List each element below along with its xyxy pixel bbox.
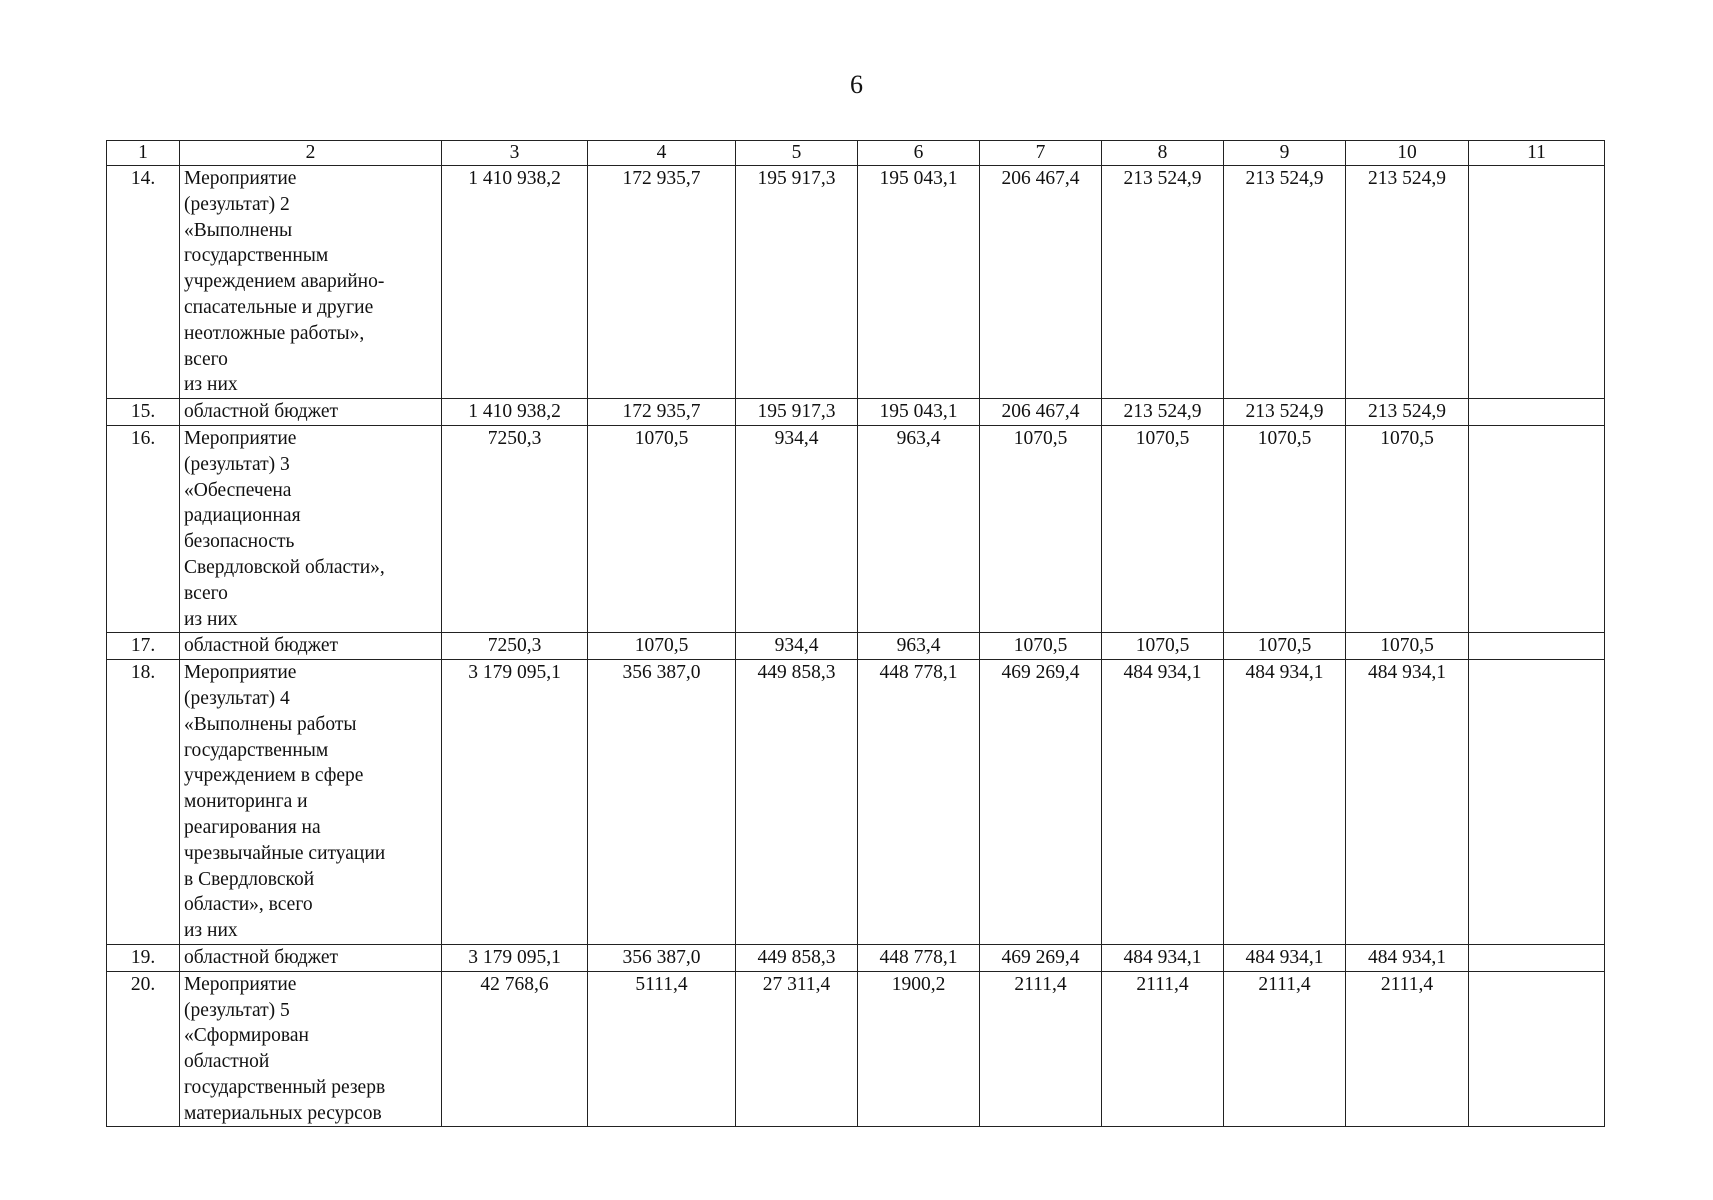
- column-header: 1: [107, 141, 180, 166]
- table-cell: 448 778,1: [858, 660, 980, 945]
- table-cell: 1070,5: [1346, 425, 1469, 632]
- table-cell: 1070,5: [980, 633, 1102, 660]
- table-cell: 484 934,1: [1224, 944, 1346, 971]
- table-cell: 27 311,4: [736, 971, 858, 1127]
- table-cell: 1070,5: [1102, 425, 1224, 632]
- table-cell: 1070,5: [1346, 633, 1469, 660]
- table-cell: 356 387,0: [588, 944, 736, 971]
- table-cell: 484 934,1: [1346, 944, 1469, 971]
- table-cell: 213 524,9: [1224, 166, 1346, 399]
- table-cell: 1070,5: [1102, 633, 1224, 660]
- row-name: областной бюджет: [180, 944, 442, 971]
- table-cell: [1469, 399, 1605, 426]
- row-number: 15.: [107, 399, 180, 426]
- table-cell: 2111,4: [1346, 971, 1469, 1127]
- table-cell: 448 778,1: [858, 944, 980, 971]
- row-number: 18.: [107, 660, 180, 945]
- table-cell: 963,4: [858, 425, 980, 632]
- table-cell: 1070,5: [588, 633, 736, 660]
- table-cell: 484 934,1: [1224, 660, 1346, 945]
- column-header: 5: [736, 141, 858, 166]
- table-cell: [1469, 971, 1605, 1127]
- row-name: Мероприятие (результат) 3 «Обеспечена радиационная безопасность Свердловской области», всего из них: [180, 425, 442, 632]
- header-row: [107, 141, 1605, 166]
- table-cell: 7250,3: [442, 633, 588, 660]
- table-cell: 7250,3: [442, 425, 588, 632]
- table-cell: 1070,5: [588, 425, 736, 632]
- table-row: [107, 425, 1605, 632]
- column-header: 10: [1346, 141, 1469, 166]
- table-cell: 195 043,1: [858, 399, 980, 426]
- table-cell: 195 917,3: [736, 166, 858, 399]
- table-cell: 1 410 938,2: [442, 399, 588, 426]
- row-number: 20.: [107, 971, 180, 1127]
- column-header: 4: [588, 141, 736, 166]
- column-header: 9: [1224, 141, 1346, 166]
- table-cell: 484 934,1: [1102, 944, 1224, 971]
- table-cell: 5111,4: [588, 971, 736, 1127]
- budget-table: [106, 140, 1605, 1127]
- table-cell: 449 858,3: [736, 944, 858, 971]
- table-row: [107, 166, 1605, 399]
- table-cell: 934,4: [736, 425, 858, 632]
- table-cell: 172 935,7: [588, 166, 736, 399]
- table-cell: 206 467,4: [980, 166, 1102, 399]
- table-cell: 2111,4: [980, 971, 1102, 1127]
- table-row: [107, 399, 1605, 426]
- column-header: 6: [858, 141, 980, 166]
- table-cell: 213 524,9: [1346, 166, 1469, 399]
- table-cell: 449 858,3: [736, 660, 858, 945]
- table-cell: 1070,5: [1224, 425, 1346, 632]
- table-cell: [1469, 166, 1605, 399]
- table-cell: 2111,4: [1102, 971, 1224, 1127]
- row-name: Мероприятие (результат) 2 «Выполнены государственным учреждением аварийно- спасательные и другие неотложные работы», всего из них: [180, 166, 442, 399]
- column-header: 3: [442, 141, 588, 166]
- table-row: [107, 944, 1605, 971]
- table-cell: [1469, 425, 1605, 632]
- table-cell: 213 524,9: [1102, 399, 1224, 426]
- row-name: Мероприятие (результат) 4 «Выполнены работы государственным учреждением в сфере мониторинга и реагирования на чрезвычайные ситуации в Свердловской области», всего из них: [180, 660, 442, 945]
- table-cell: 469 269,4: [980, 944, 1102, 971]
- row-number: 16.: [107, 425, 180, 632]
- table-row: [107, 633, 1605, 660]
- table-cell: 1 410 938,2: [442, 166, 588, 399]
- table-cell: 484 934,1: [1102, 660, 1224, 945]
- table-cell: 356 387,0: [588, 660, 736, 945]
- table-cell: 963,4: [858, 633, 980, 660]
- table-cell: 213 524,9: [1346, 399, 1469, 426]
- table-cell: [1469, 944, 1605, 971]
- row-number: 19.: [107, 944, 180, 971]
- table-cell: 1900,2: [858, 971, 980, 1127]
- table-cell: 213 524,9: [1224, 399, 1346, 426]
- row-name: областной бюджет: [180, 633, 442, 660]
- row-name: Мероприятие (результат) 5 «Сформирован областной государственный резерв материальных ресурсов: [180, 971, 442, 1127]
- table-cell: 3 179 095,1: [442, 660, 588, 945]
- table-cell: 2111,4: [1224, 971, 1346, 1127]
- table-cell: 195 043,1: [858, 166, 980, 399]
- table-cell: 213 524,9: [1102, 166, 1224, 399]
- table-cell: 195 917,3: [736, 399, 858, 426]
- column-header: 8: [1102, 141, 1224, 166]
- row-number: 14.: [107, 166, 180, 399]
- table-cell: [1469, 633, 1605, 660]
- table-cell: 484 934,1: [1346, 660, 1469, 945]
- table-row: [107, 971, 1605, 1127]
- table-cell: 206 467,4: [980, 399, 1102, 426]
- table-cell: [1469, 660, 1605, 945]
- row-number: 17.: [107, 633, 180, 660]
- table-cell: 172 935,7: [588, 399, 736, 426]
- table-cell: 42 768,6: [442, 971, 588, 1127]
- table-cell: 1070,5: [1224, 633, 1346, 660]
- table-cell: 1070,5: [980, 425, 1102, 632]
- table-cell: 469 269,4: [980, 660, 1102, 945]
- column-header: 11: [1469, 141, 1605, 166]
- table-row: [107, 660, 1605, 945]
- table-cell: 3 179 095,1: [442, 944, 588, 971]
- page-number: 6: [850, 70, 863, 99]
- row-name: областной бюджет: [180, 399, 442, 426]
- column-header: 7: [980, 141, 1102, 166]
- table-cell: 934,4: [736, 633, 858, 660]
- column-header: 2: [180, 141, 442, 166]
